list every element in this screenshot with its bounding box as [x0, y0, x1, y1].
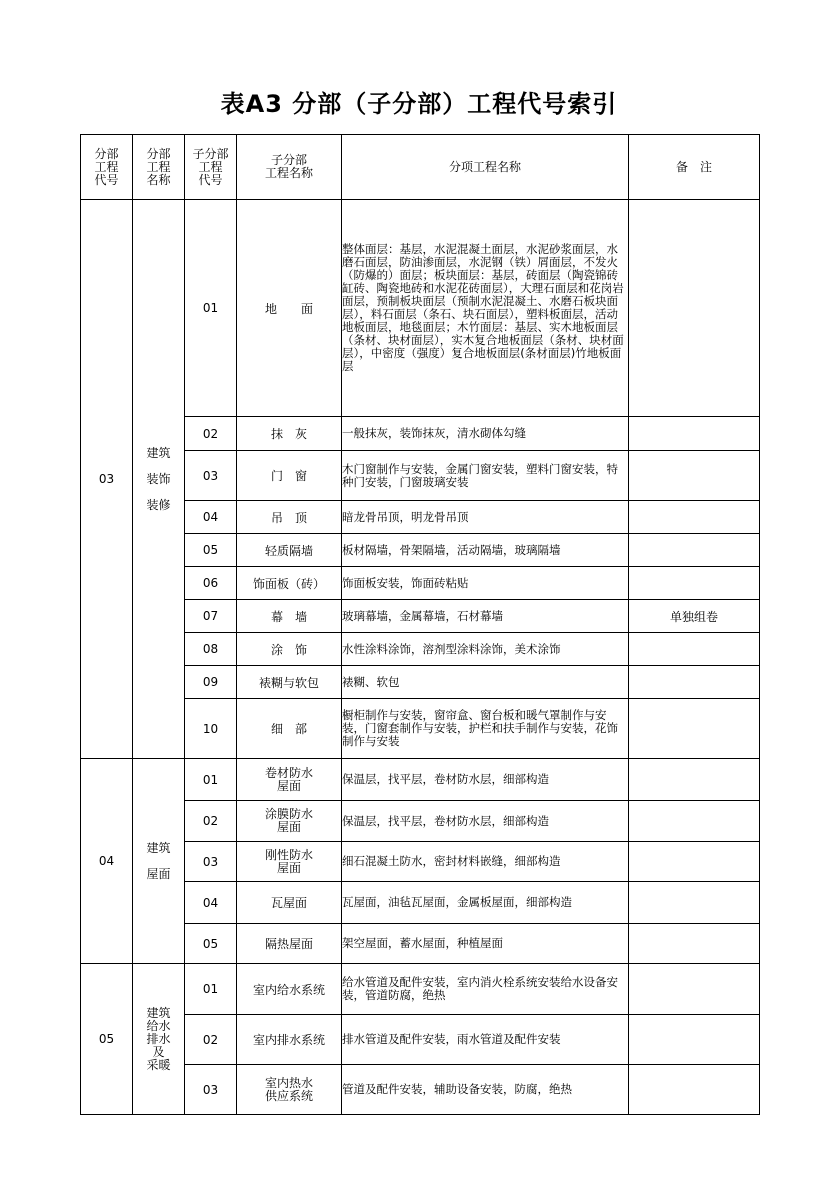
sub-code: 09: [185, 666, 237, 699]
table-row: [81, 964, 760, 1015]
header-sub-name: 子分部 工程名称: [237, 135, 342, 200]
sub-name: 门 窗: [237, 451, 342, 501]
item-names: 水性涂料涂饰，溶剂型涂料涂饰，美术涂饰: [342, 633, 629, 666]
item-names: 暗龙骨吊顶，明龙骨吊顶: [342, 501, 629, 534]
sub-code: 06: [185, 567, 237, 600]
sub-code: 04: [185, 501, 237, 534]
remark: [629, 924, 760, 964]
remark: [629, 451, 760, 501]
item-names: 瓦屋面，油毡瓦屋面，金属板屋面，细部构造: [342, 882, 629, 924]
sub-code: 03: [185, 451, 237, 501]
sub-code: 02: [185, 801, 237, 842]
item-names: 板材隔墙，骨架隔墙，活动隔墙，玻璃隔墙: [342, 534, 629, 567]
sub-code: 03: [185, 842, 237, 882]
remark: [629, 842, 760, 882]
remark: [629, 1065, 760, 1115]
item-names: 细石混凝土防水，密封材料嵌缝，细部构造: [342, 842, 629, 882]
sub-name: 轻质隔墙: [237, 534, 342, 567]
header-div-code: 分部 工程 代号: [81, 135, 133, 200]
header-items: 分项工程名称: [342, 135, 629, 200]
item-names: 饰面板安装，饰面砖粘贴: [342, 567, 629, 600]
sub-name: 瓦屋面: [237, 882, 342, 924]
sub-name: 卷材防水 屋面: [237, 759, 342, 801]
sub-name: 涂膜防水 屋面: [237, 801, 342, 842]
remark: [629, 882, 760, 924]
sub-code: 01: [185, 964, 237, 1015]
remark: [629, 801, 760, 842]
sub-code: 01: [185, 200, 237, 417]
remark: [629, 964, 760, 1015]
remark: [629, 699, 760, 759]
remark: [629, 633, 760, 666]
sub-name: 抹 灰: [237, 417, 342, 451]
item-names: 排水管道及配件安装，雨水管道及配件安装: [342, 1015, 629, 1065]
header-remark: 备 注: [629, 135, 760, 200]
item-names: 保温层，找平层，卷材防水层，细部构造: [342, 759, 629, 801]
sub-code: 05: [185, 534, 237, 567]
remark: [629, 534, 760, 567]
item-names: 木门窗制作与安装，金属门窗安装，塑料门窗安装，特种门安装，门窗玻璃安装: [342, 451, 629, 501]
remark: [629, 1015, 760, 1065]
item-names: 整体面层：基层，水泥混凝土面层，水泥砂浆面层，水磨石面层，防油渗面层，水泥钢（铁）屑面层，不发火（防爆的）面层；板块面层：基层，砖面层（陶瓷锦砖缸砖、陶瓷地砖和水泥花砖面层），大理石面层和花岗岩面层，预制板块面层（预制水泥混凝土、水磨石板块面层），料石面层（条石、块石面层），塑料板面层，活动地板面层，地毯面层；木竹面层：基层、实木地板面层（条材、块材面层），实木复合地板面层（条材、块材面层），中密度（强度）复合地板面层(条材面层)竹地板面层: [342, 200, 629, 417]
remark: [629, 759, 760, 801]
item-names: 橱柜制作与安装，窗帘盒、窗台板和暖气罩制作与安装，门窗套制作与安装，护栏和扶手制作与安装，花饰制作与安装: [342, 699, 629, 759]
item-names: 架空屋面，蓄水屋面，种植屋面: [342, 924, 629, 964]
sub-code: 04: [185, 882, 237, 924]
sub-code: 02: [185, 417, 237, 451]
index-table: [80, 134, 760, 1115]
item-names: 一般抹灰，装饰抹灰，清水砌体勾缝: [342, 417, 629, 451]
table-row: [81, 200, 760, 417]
sub-code: 07: [185, 600, 237, 633]
header-sub-code: 子分部 工程 代号: [185, 135, 237, 200]
sub-name: 隔热屋面: [237, 924, 342, 964]
sub-name: 地 面: [237, 200, 342, 417]
sub-name: 刚性防水 屋面: [237, 842, 342, 882]
division-code: 05: [81, 964, 133, 1115]
sub-code: 05: [185, 924, 237, 964]
sub-name: 室内排水系统: [237, 1015, 342, 1065]
sub-name: 幕 墙: [237, 600, 342, 633]
remark: [629, 501, 760, 534]
sub-name: 饰面板（砖）: [237, 567, 342, 600]
division-name: 建筑 给水 排水 及 采暖: [133, 964, 185, 1115]
division-name: 建筑 屋面: [133, 759, 185, 964]
sub-name: 细 部: [237, 699, 342, 759]
sub-name: 裱糊与软包: [237, 666, 342, 699]
sub-code: 10: [185, 699, 237, 759]
remark: 单独组卷: [629, 600, 760, 633]
sub-code: 02: [185, 1015, 237, 1065]
item-names: 给水管道及配件安装，室内消火栓系统安装给水设备安装，管道防腐，绝热: [342, 964, 629, 1015]
remark: [629, 666, 760, 699]
division-name: 建筑 装饰 装修: [133, 200, 185, 759]
header-div-name: 分部 工程 名称: [133, 135, 185, 200]
table-row: [81, 759, 760, 801]
remark: [629, 417, 760, 451]
item-names: 管道及配件安装，辅助设备安装，防腐，绝热: [342, 1065, 629, 1115]
remark: [629, 200, 760, 417]
sub-name: 涂 饰: [237, 633, 342, 666]
sub-code: 01: [185, 759, 237, 801]
item-names: 保温层，找平层，卷材防水层，细部构造: [342, 801, 629, 842]
page-title: 表A3 分部（子分部）工程代号索引: [220, 90, 618, 118]
remark: [629, 567, 760, 600]
sub-name: 吊 顶: [237, 501, 342, 534]
item-names: 玻璃幕墙，金属幕墙，石材幕墙: [342, 600, 629, 633]
sub-code: 08: [185, 633, 237, 666]
sub-name: 室内热水 供应系统: [237, 1065, 342, 1115]
division-code: 03: [81, 200, 133, 759]
item-names: 裱糊、软包: [342, 666, 629, 699]
header-row: [81, 135, 760, 200]
sub-code: 03: [185, 1065, 237, 1115]
division-code: 04: [81, 759, 133, 964]
sub-name: 室内给水系统: [237, 964, 342, 1015]
